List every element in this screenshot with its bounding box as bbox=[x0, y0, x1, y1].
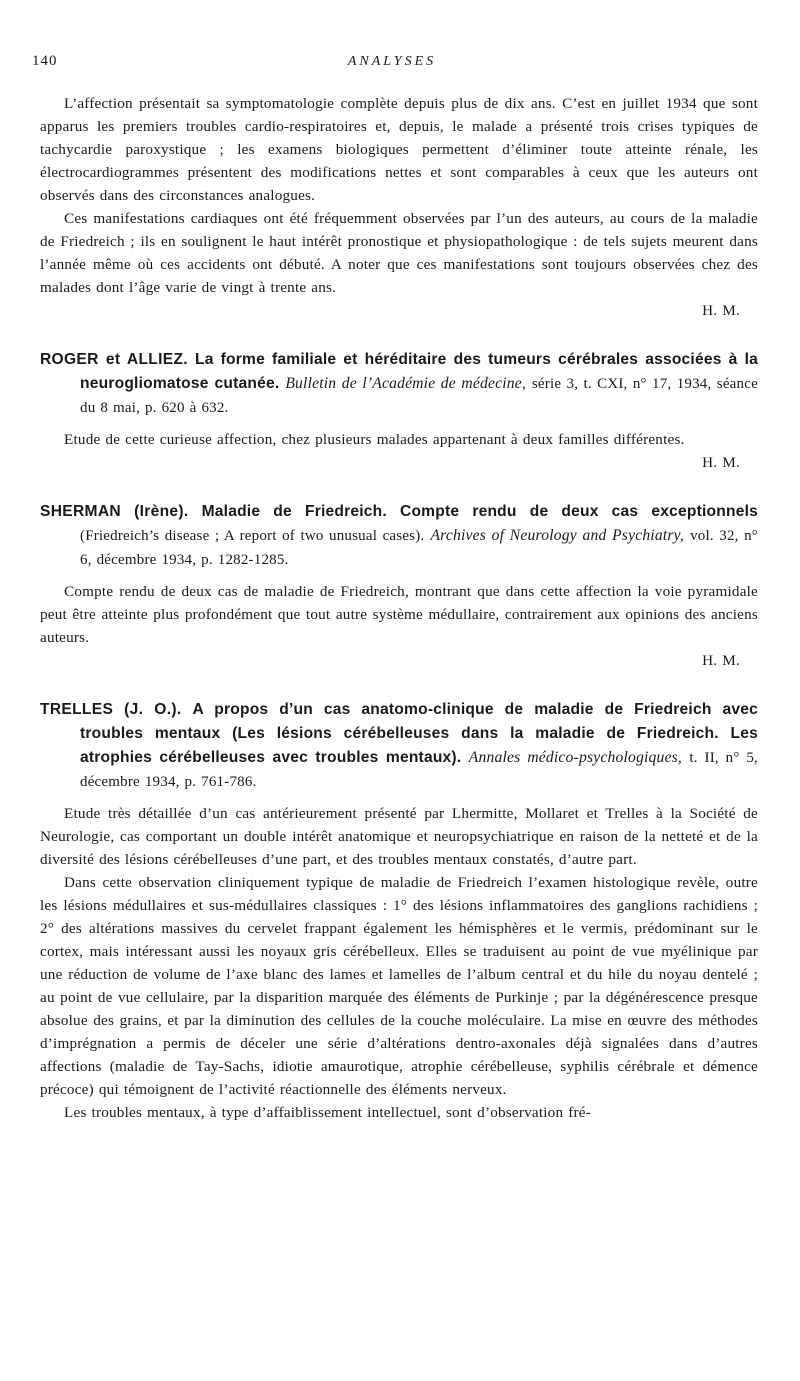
intro-abstract bbox=[40, 92, 758, 322]
paragraph: Compte rendu de deux cas de maladie de Friedreich, montrant que dans cette affection la voie pyramidale peut être atteinte plus profondément que tout autre système médullaire, contrairement aux opinions des anciens auteurs. bbox=[40, 583, 758, 646]
paragraph: Ces manifestations cardiaques ont été fréquemment observées par l’un des auteurs, au cours de la maladie de Friedreich ; ils en soulignent le haut intérêt pronostique et physiopathologique : de tels sujets meurent dans l’année même où ces accidents ont débuté. A noter que ces manifestations sont toujours observées chez des malades dont l’âge varie de vingt à trente ans. bbox=[40, 210, 758, 296]
page-body bbox=[40, 92, 758, 1124]
page-header bbox=[32, 50, 752, 74]
abstract-entry bbox=[40, 698, 758, 1124]
page-number: 140 bbox=[32, 53, 58, 69]
entry-title: A propos d’un cas anatomo-clinique de maladie de Friedreich avec troubles mentaux (Les lésions cérébelleuses dans la maladie de Friedreich. Les atrophies cérébelleuses avec troubles mentaux). bbox=[80, 701, 758, 766]
entry-author: TRELLES (J. O.). bbox=[40, 701, 182, 718]
entry-title: La forme familiale et héréditaire des tumeurs cérébrales associées à la neurogliomatose cutanée. bbox=[80, 351, 758, 392]
entry-heading bbox=[40, 348, 758, 420]
signature: H. M. bbox=[702, 302, 740, 319]
entry-author: ROGER et ALLIEZ. bbox=[40, 351, 188, 368]
running-head: ANALYSES bbox=[347, 54, 437, 69]
entry-author: SHERMAN (Irène). bbox=[40, 503, 189, 520]
paragraph: Dans cette observation cliniquement typique de maladie de Friedreich l’examen histologique revèle, outre les lésions médullaires et sus-médullaires classiques : 1° des lésions inflammatoires des ganglions rachidiens ; 2° des altérations massives du cervelet frappant également les hémisphères et le vermis, prédominant sur le cortex, mais intéressant aussi les noyaux gris cérébelleux. Elles se traduisent au point de vue myélinique par une réduction de volume de l’axe blanc des lames et lamelles de l’album central et du hile du noyau dentelé ; au point de vue cellulaire, par la disparition marquée des éléments de Purkinje ; par la dégénérescence presque absolue des grains, et par la diminution des cellules de la couche moléculaire. La mise en œuvre des méthodes d’imprégnation a permis de déceler une série d’altérations dentro-axonales déjà signalées dans d’autres affections (maladie de Tay-Sachs, idiotie amaurotique, atrophie cérébelleuse, syphilis cérébrale et démence précoce) qui témoignent de l’activité réactionnelle des éléments nerveux. bbox=[40, 874, 758, 1098]
entry-title: Maladie de Friedreich. Compte rendu de deux cas exceptionnels bbox=[201, 503, 758, 520]
signature: H. M. bbox=[702, 652, 740, 669]
signature: H. M. bbox=[702, 454, 740, 471]
entry-citation: vol. 32, n° 6, décembre 1934, p. 1282-1285. bbox=[80, 528, 758, 568]
entry-citation: t. II, n° 5, décembre 1934, p. 761-786. bbox=[80, 750, 758, 790]
entry-heading bbox=[40, 698, 758, 794]
abstract-entry bbox=[40, 348, 758, 474]
entry-journal: Bulletin de l’Académie de médecine, bbox=[285, 375, 526, 392]
paragraph: Les troubles mentaux, à type d’affaiblissement intellectuel, sont d’observation fré- bbox=[64, 1104, 591, 1121]
abstract-entry bbox=[40, 500, 758, 672]
paragraph: Etude de cette curieuse affection, chez plusieurs malades appartenant à deux familles différentes. bbox=[64, 431, 685, 448]
entry-heading bbox=[40, 500, 758, 572]
entry-citation: série 3, t. CXI, n° 17, 1934, séance du 8 mai, p. 620 à 632. bbox=[80, 376, 758, 416]
paragraph: Etude très détaillée d’un cas antérieurement présenté par Lhermitte, Mollaret et Trelles à la Société de Neurologie, cas comportant un double intérêt anatomique et neuropsychiatrique en raison de la netteté et de la diversité des lésions cérébelleuses d’une part, et des troubles mentaux constatés, d’autre part. bbox=[40, 805, 758, 868]
entry-journal: Annales médico-psychologiques, bbox=[468, 749, 682, 766]
paragraph: L’affection présentait sa symptomatologie complète depuis plus de dix ans. C’est en juillet 1934 que sont apparus les premiers troubles cardio-respiratoires et, depuis, le malade a présenté trois crises typiques de tachycardie paroxystique ; les examens biologiques permettent d’éliminer toute atteinte rénale, les électrocardiogrammes présentent des modifications nettes et sont comparables à ceux que les auteurs ont observés dans des circonstances analogues. bbox=[40, 95, 758, 204]
entry-subtitle: (Friedreich’s disease ; A report of two unusual cases). bbox=[80, 528, 425, 544]
entry-journal: Archives of Neurology and Psychiatry, bbox=[430, 527, 685, 544]
